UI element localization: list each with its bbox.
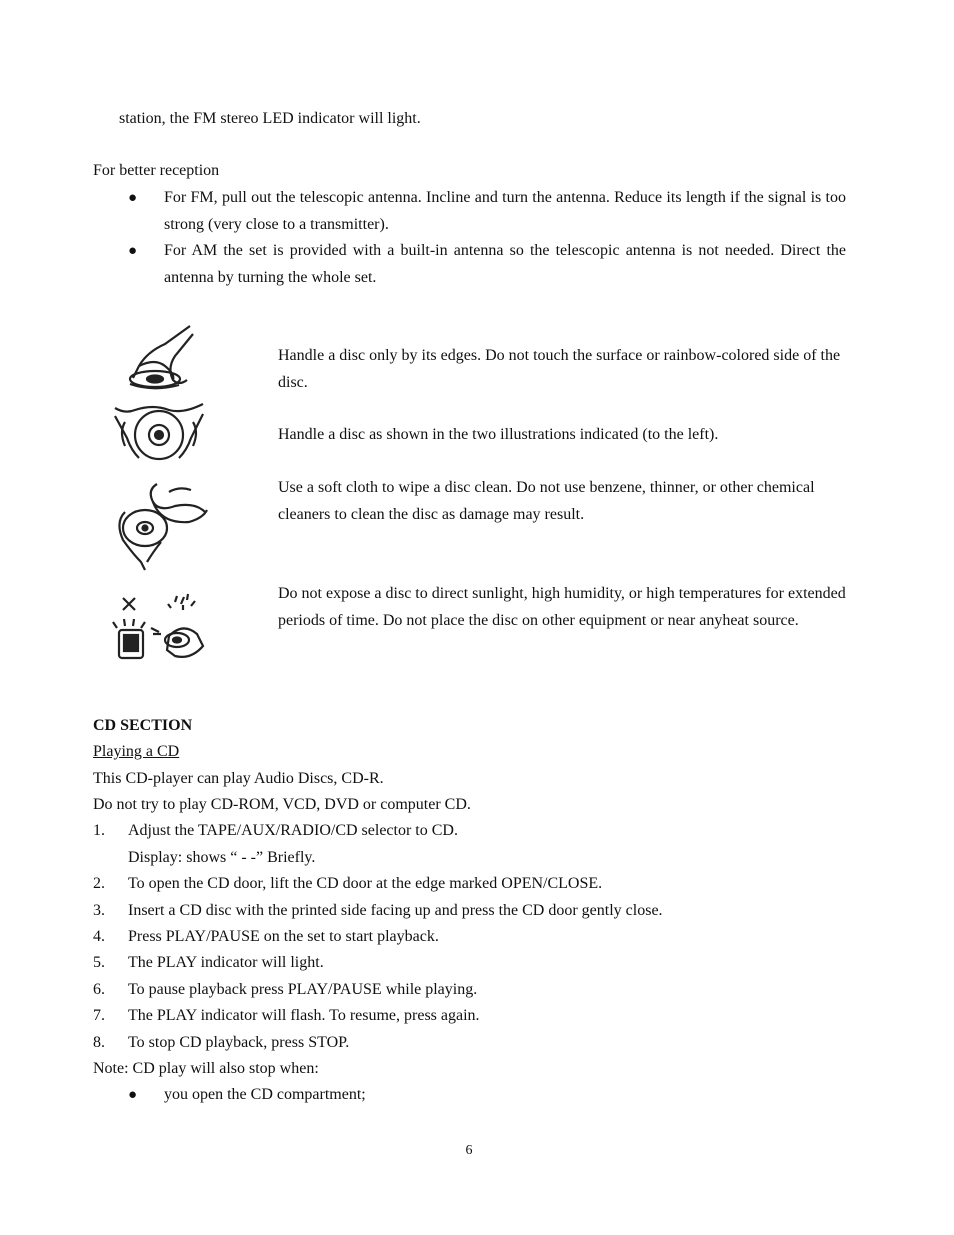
step-number: 6. <box>93 981 105 998</box>
cd-section-heading: CD SECTION <box>93 717 193 734</box>
playing-cd-subheading: Playing a CD <box>93 743 180 760</box>
step-number: 5. <box>93 954 105 971</box>
step-number: 1. <box>93 822 105 839</box>
reception-heading: For better reception <box>93 162 220 179</box>
bullet-icon: ● <box>128 1087 138 1103</box>
step-number: 3. <box>93 902 105 919</box>
step-text: To pause playback press PLAY/PAUSE while playing. <box>128 981 478 998</box>
reception-bullet-am: For AM the set is provided with a built-in antenna so the telescopic antenna is not needed. Direct the antenna by turning the whole set. <box>164 242 846 286</box>
step-text: Display: shows “ - -” Briefly. <box>128 849 316 866</box>
disc-care-illustrations <box>95 322 220 682</box>
step-text: The PLAY indicator will light. <box>128 954 324 971</box>
cd-compat-line: This CD-player can play Audio Discs, CD-R. <box>93 770 384 787</box>
cloth-wiping-disc-icon <box>119 484 207 570</box>
hand-holding-disc-icon <box>130 326 193 388</box>
no-sun-heat-icon <box>113 594 203 658</box>
step-number: 7. <box>93 1007 105 1024</box>
reception-bullet-fm: For FM, pull out the telescopic antenna. Incline and turn the antenna. Reduce its length if the signal is too strong (very close to a transmitter). <box>164 189 846 233</box>
page-number: 6 <box>465 1143 473 1158</box>
step-number: 4. <box>93 928 105 945</box>
bullet-icon: ● <box>128 190 138 206</box>
step-text: Press PLAY/PAUSE on the set to start playback. <box>128 928 439 945</box>
disc-care-cleaning: Use a soft cloth to wipe a disc clean. Do not use benzene, thinner, or other chemical cleaners to clean the disc as damage may result. <box>278 479 815 523</box>
step-text: To stop CD playback, press STOP. <box>128 1034 350 1051</box>
disc-care-sunlight: Do not expose a disc to direct sunlight, high humidity, or high temperatures for extended periods of time. Do not place the disc on other equipment or near anyheat source. <box>278 585 846 629</box>
note-bullet-open: you open the CD compartment; <box>164 1086 366 1103</box>
step-text: To open the CD door, lift the CD door at the edge marked OPEN/CLOSE. <box>128 875 603 892</box>
disc-care-edges: Handle a disc only by its edges. Do not touch the surface or rainbow-colored side of the disc. <box>278 347 841 391</box>
step-number: 8. <box>93 1034 105 1051</box>
step-text: Adjust the TAPE/AUX/RADIO/CD selector to CD. <box>128 822 458 839</box>
intro-line: station, the FM stereo LED indicator will light. <box>119 110 421 127</box>
bullet-icon: ● <box>128 243 138 259</box>
cd-warning-line: Do not try to play CD-ROM, VCD, DVD or computer CD. <box>93 796 471 813</box>
cd-stop-note: Note: CD play will also stop when: <box>93 1060 319 1077</box>
two-hands-holding-disc-icon <box>115 404 203 459</box>
step-text: The PLAY indicator will flash. To resume, press again. <box>128 1007 480 1024</box>
step-number: 2. <box>93 875 105 892</box>
disc-care-illustrations-note: Handle a disc as shown in the two illustrations indicated (to the left). <box>278 426 719 443</box>
step-text: Insert a CD disc with the printed side facing up and press the CD door gently close. <box>128 902 663 919</box>
